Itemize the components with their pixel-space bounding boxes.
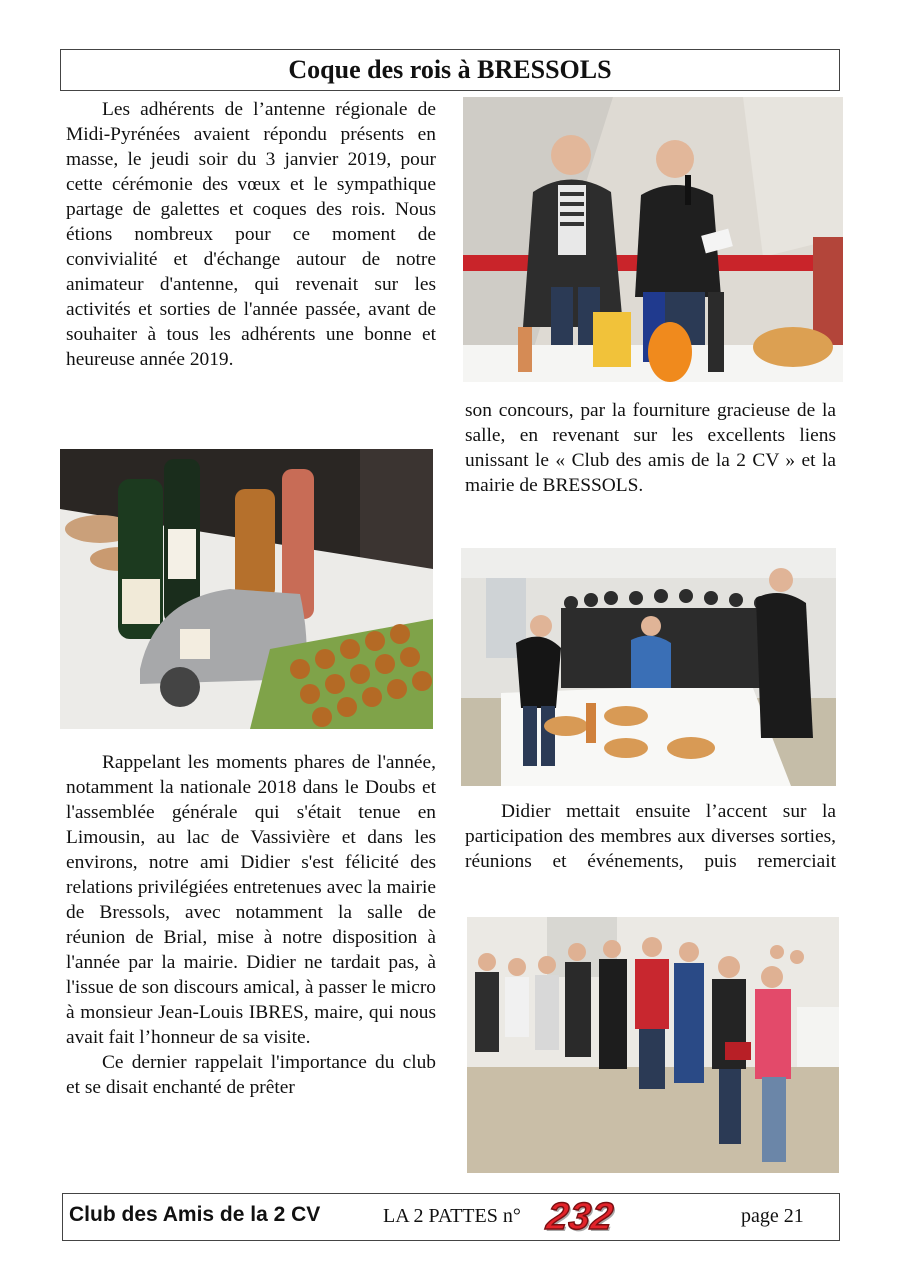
- speakers-illustration: [463, 97, 843, 382]
- dernier-paragraph: Ce dernier rappelait l'importance du club et se disait enchanté de prêter: [66, 1052, 436, 1098]
- concours-paragraph: son concours, par la fourniture gracieuse de la salle, en revenant sur les excellents liens unissant le « Club des amis de la 2 CV » et la mairie de BRESSOLS.: [465, 400, 836, 496]
- intro-paragraph: Les adhérents de l’antenne régionale de Midi-Pyrénées avaient répondu présents en masse, le jeudi soir du 3 janvier 2019, pour cette cérémonie des vœux et le sympathique partage de galettes et coques des rois. Nous étions nombreux pour ce moment de convivialité et d'échange autour de notre animateur d'antenne, qui revenait sur les activités et sorties de l'année passée, avant de souhaiter à tous les adhérents une bonne et heureuse année 2019.: [66, 99, 436, 370]
- photo-speakers: [463, 97, 843, 382]
- intro-text: [66, 97, 436, 372]
- rappel-text: [66, 750, 436, 1100]
- club-name: Club des Amis de la 2 CV: [69, 1203, 321, 1226]
- photo-bottles-2cv: [60, 449, 433, 729]
- magazine-name: LA 2 PATTES n°: [383, 1205, 521, 1227]
- issue-number: 232: [544, 1196, 617, 1238]
- crowd-illustration: [461, 548, 836, 786]
- didier-text: [465, 799, 836, 874]
- rappel-paragraph: Rappelant les moments phares de l'année, notamment la nationale 2018 dans le Doubs et l'assemblée générale qui s'était tenue en Limousin, au lac de Vassivière et dans les environs, notre ami Didier s'est félicité des relations privilégiées entretenues avec la mairie de Bressols, avec notamment la salle de réunion de Brial, mise à notre disposition à l'année par la mairie. Didier ne tardait pas, à l'issue de son discours amical, à passer le micro à monsieur Jean-Louis IBRES, maire, qui nous avait fait l’honneur de sa visite.: [66, 752, 436, 1048]
- concours-text: [465, 398, 836, 498]
- photo-group-toast: [467, 917, 839, 1173]
- photo-crowd-hall: [461, 548, 836, 786]
- page-footer: [62, 1193, 840, 1241]
- page-title: Coque des rois à BRESSOLS: [288, 55, 612, 84]
- bottles-illustration: [60, 449, 433, 729]
- title-box: [60, 49, 840, 91]
- page-number: page 21: [741, 1205, 804, 1227]
- group-illustration: [467, 917, 839, 1173]
- didier-paragraph: Didier mettait ensuite l’accent sur la participation des membres aux diverses sorties, réunions et événements, puis remerciait: [465, 801, 836, 872]
